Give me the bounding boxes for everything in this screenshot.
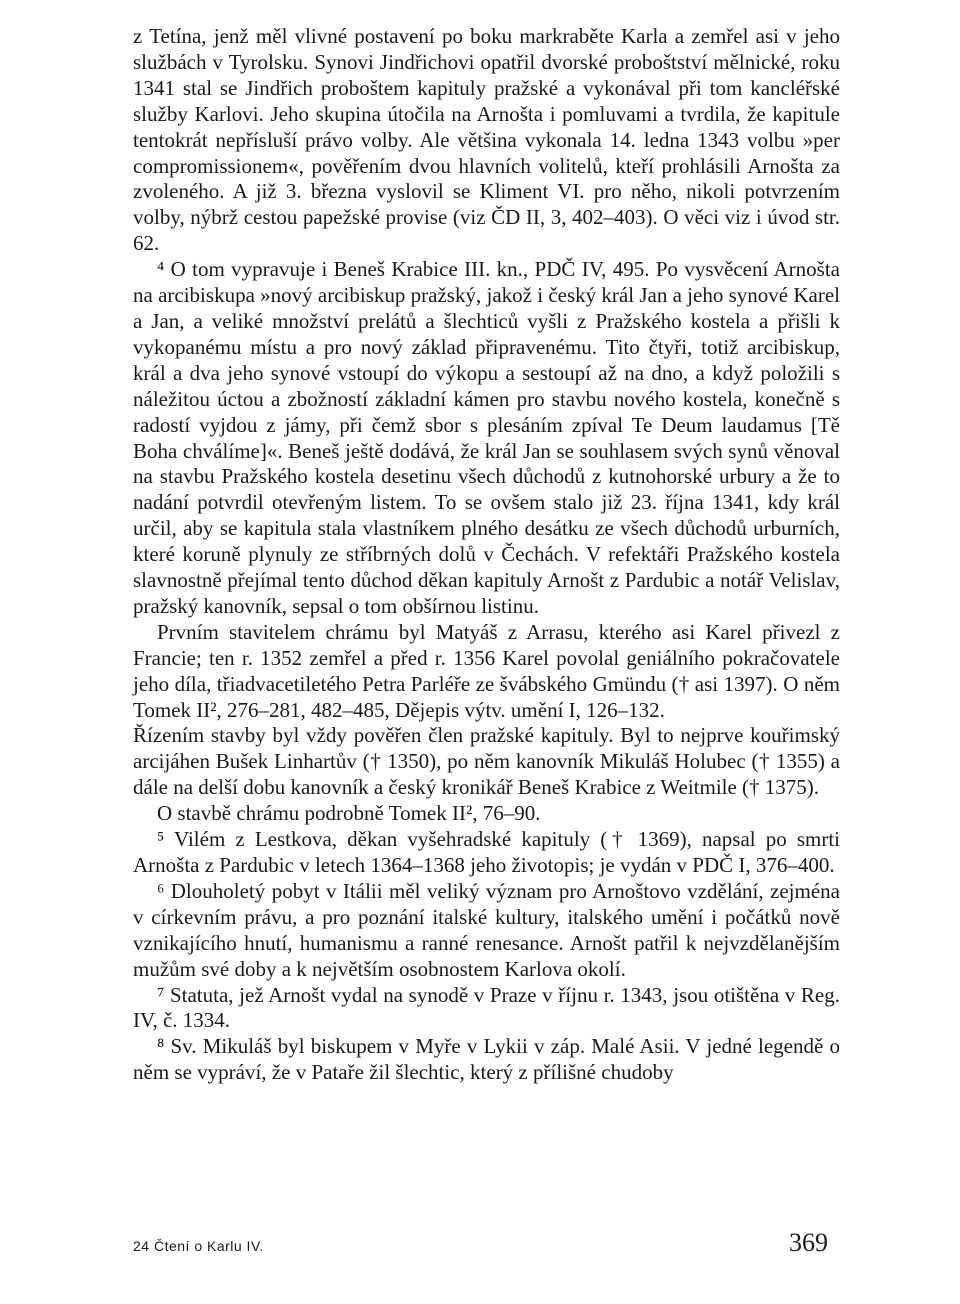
footnote-7: ⁷ Statuta, jež Arnošt vydal na synodě v Praze v říjnu r. 1343, jsou otištěna v Reg. IV, č. 1334.	[133, 982, 840, 1033]
page-body	[133, 24, 840, 1086]
footnote-6: ⁶ Dlouholetý pobyt v Itálii měl veliký význam pro Arnoštovo vzdělání, zejména v církevním právu, a pro poznání italské kultury, italského umění i počátků nově vznikajícího hnutí, humanismu a ranné renesance. Arnošt patřil k nejvzdělanějším mužům své doby a k největším osobnostem Karlova okolí.	[133, 878, 840, 981]
page-number: 369	[789, 1228, 828, 1257]
paragraph-reference: O stavbě chrámu podrobně Tomek II², 76–90.	[157, 801, 541, 826]
page-footer	[133, 1228, 840, 1268]
paragraph-construction-management: Řízením stavby byl vždy pověřen člen pražské kapituly. Byl to nejprve kouřimský arcijáhen Bušek Linhartův († 1350), po něm kanovník Mikuláš Holubec († 1355) a dále na delší dobu kanovník a český kronikář Beneš Krabice z Weitmile († 1375).	[133, 723, 840, 800]
paragraph-continuation: z Tetína, jenž měl vlivné postavení po boku markraběte Karla a zemřel asi v jeho službách v Tyrolsku. Synovi Jindřichovi opatřil dvorské proboštství mělnické, roku 1341 stal se Jindřich proboštem kapituly pražské a vykonával při tom kancléřské služby Karlovi. Jeho skupina útočila na Arnošta i pomluvami a tvrdila, že kapitule tentokrát nepřísluší právo volby. Ale většina vykonala 14. ledna 1343 volbu »per compromissionem«, pověřením dvou hlavních volitelů, kteří prohlásili Arnošta za zvoleného. A již 3. března vyslovil se Kliment VI. pro něho, nikoli potvrzením volby, nýbrž cestou papežské provise (viz ČD II, 3, 402–403). O věci viz i úvod str. 62.	[133, 24, 840, 256]
footnote-5: ⁵ Vilém z Lestkova, děkan vyšehradské kapituly († 1369), napsal po smrti Arnošta z Pardubic v letech 1364–1368 jeho životopis; je vydán v PDČ I, 376–400.	[133, 827, 840, 877]
signature-mark: 24 Čtení o Karlu IV.	[133, 1238, 264, 1254]
footnote-4: ⁴ O tom vypravuje i Beneš Krabice III. kn., PDČ IV, 495. Po vysvěcení Arnošta na arcibiskupa »nový arcibiskup pražský, jakož i český král Jan a jeho synové Karel a Jan, a veliké množství prelátů a šlechticů vyšli z Pražského kostela a přišli k vykopanému místu a pro nový základ připravenému. Tito čtyři, totiž arcibiskup, král a dva jeho synové vstoupí do výkopu a sestoupí až na dno, a když položili s náležitou úctou a zbožností základní kámen pro stavbu nového kostela, konečně s radostí vyjdou z jámy, při čemž sbor s plesáním zpíval Te Deum laudamus [Tě Boha chválíme]«. Beneš ještě dodává, že král Jan se souhlasem svých synů věnoval na stavbu Pražského kostela desetinu všech důchodů z kutnohorské urbury a že to nadání potvrdil otevřeným listem. To se ovšem stalo již 23. října 1341, kdy král určil, aby se kapitula stala vlastníkem plného desátku ze všech důchodů urburních, které koruně plynuly ze stříbrných dolů v Čechách. V refektáři Pražského kostela slavnostně přejímal tento důchod děkan kapituly Arnošt z Pardubic a notář Velislav, pražský kanovník, sepsal o tom obšírnou listinu.	[133, 257, 840, 618]
footnote-8: ⁸ Sv. Mikuláš byl biskupem v Myře v Lykii v záp. Malé Asii. V jedné legendě o něm se vypráví, že v Pataře žil šlechtic, který z přílišné chudoby	[133, 1034, 840, 1085]
paragraph-first-builder: Prvním stavitelem chrámu byl Matyáš z Arrasu, kterého asi Karel přivezl z Francie; ten r. 1352 zemřel a před r. 1356 Karel povolal geniálního pokračovatele jeho díla, třiadvacetiletého Petra Parléře ze švábského Gmündu († asi 1397). O něm Tomek II², 276–281, 482–485, Dějepis výtv. umění I, 126–132.	[133, 619, 840, 722]
